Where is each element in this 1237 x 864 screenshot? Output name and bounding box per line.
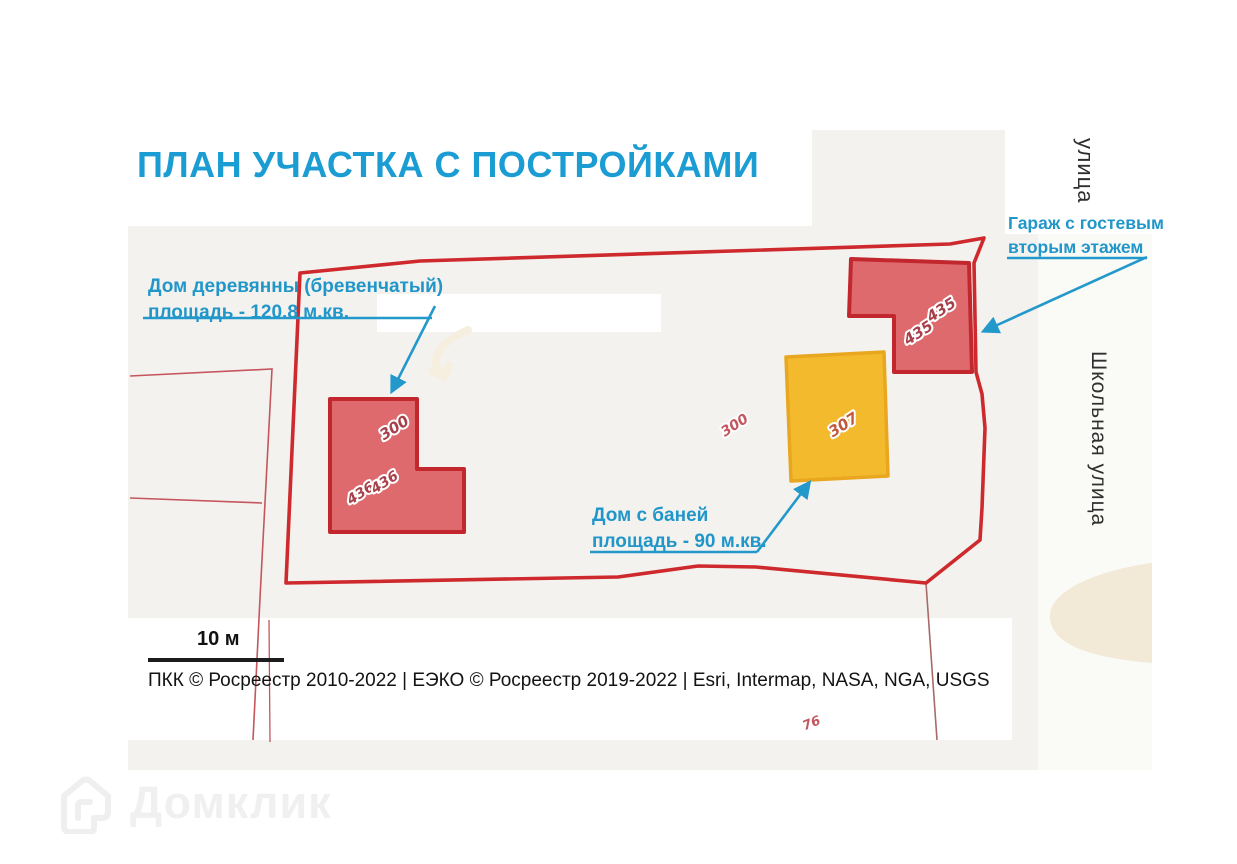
building-bath-house <box>786 352 888 481</box>
label-wooden-house-300: 300 <box>376 411 413 444</box>
annotation-wooden-house-line2: площадь - 120.8 м.кв. <box>148 302 349 324</box>
street-label-shkolnaya: Школьная улица <box>1087 351 1110 527</box>
street-label-top: улица <box>1073 138 1098 204</box>
annotation-wooden-house <box>148 274 443 326</box>
label-bath-house-307: 307 <box>825 408 862 441</box>
annotation-garage-line2: вторым этажем <box>1008 237 1144 258</box>
page-title: ПЛАН УЧАСТКА С ПОСТРОЙКАМИ <box>137 144 760 185</box>
label-garage-435a: 435 <box>900 316 937 349</box>
map-attribution: ПКК © Росреестр 2010-2022 | ЕЭКО © Росреестр 2019-2022 | Esri, Intermap, NASA, NGA, USGS <box>148 670 990 691</box>
annotation-wooden-house-line1: Дом деревянны (бревенчатый) <box>148 276 444 297</box>
watermark-text: Домклик <box>130 777 332 828</box>
annotation-garage-line1: Гараж с гостевым <box>1008 213 1164 233</box>
label-parcel-300: 300 <box>718 410 752 441</box>
label-garage-435b: 435 <box>923 293 960 326</box>
scale-bar-label: 10 м <box>197 628 240 650</box>
label-neighbor-76: 76 <box>800 713 823 735</box>
annotation-bath-house-line2: площадь - 90 м.кв. <box>592 531 767 553</box>
label-wooden-house-436a: 436 <box>344 478 378 509</box>
domklik-house-icon <box>54 772 118 834</box>
label-wooden-house-436b: 436 <box>368 467 402 498</box>
annotation-bath-house <box>592 503 767 555</box>
annotation-garage <box>1008 211 1164 259</box>
watermark <box>54 772 332 834</box>
annotation-bath-house-line1: Дом с баней <box>592 505 709 526</box>
scale-bar-line <box>148 658 284 662</box>
